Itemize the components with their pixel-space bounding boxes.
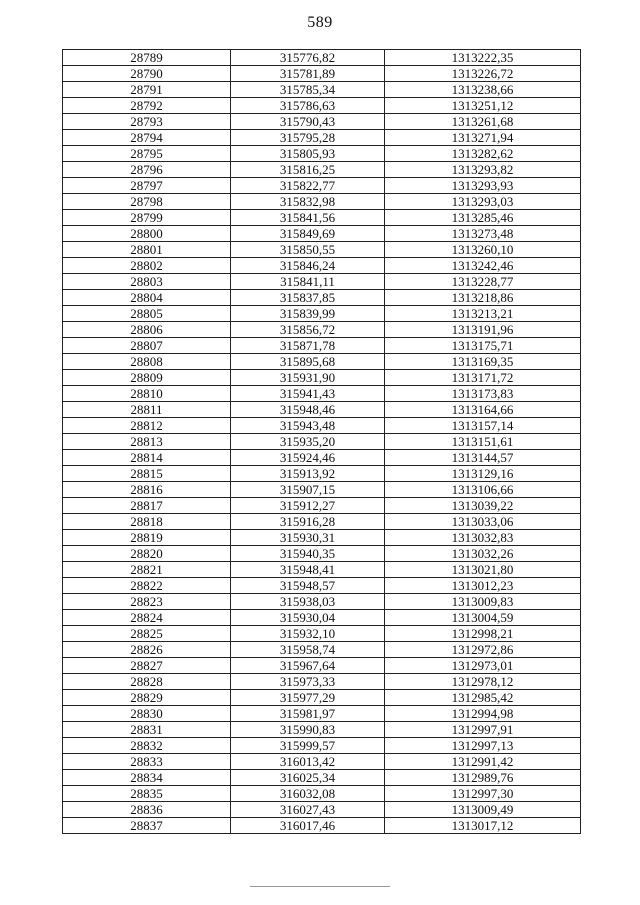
- x-coordinate-cell: 316027,43: [231, 802, 385, 818]
- x-coordinate-cell: 315916,28: [231, 514, 385, 530]
- x-coordinate-cell: 315907,15: [231, 482, 385, 498]
- table-row: [63, 642, 581, 658]
- x-coordinate-cell: 316013,42: [231, 754, 385, 770]
- table-row: [63, 146, 581, 162]
- x-coordinate-cell: 315871,78: [231, 338, 385, 354]
- y-coordinate-cell: 1313293,82: [385, 162, 581, 178]
- x-coordinate-cell: 315938,03: [231, 594, 385, 610]
- y-coordinate-cell: 1313009,49: [385, 802, 581, 818]
- table-row: [63, 322, 581, 338]
- table-row: [63, 498, 581, 514]
- x-coordinate-cell: 315832,98: [231, 194, 385, 210]
- y-coordinate-cell: 1313293,93: [385, 178, 581, 194]
- y-coordinate-cell: 1312973,01: [385, 658, 581, 674]
- point-number-cell: 28794: [63, 130, 231, 146]
- y-coordinate-cell: 1313009,83: [385, 594, 581, 610]
- x-coordinate-cell: 315973,33: [231, 674, 385, 690]
- table-row: [63, 370, 581, 386]
- table-row: [63, 178, 581, 194]
- x-coordinate-cell: 315948,46: [231, 402, 385, 418]
- y-coordinate-cell: 1312997,30: [385, 786, 581, 802]
- point-number-cell: 28791: [63, 82, 231, 98]
- x-coordinate-cell: 315837,85: [231, 290, 385, 306]
- y-coordinate-cell: 1313144,57: [385, 450, 581, 466]
- x-coordinate-cell: 316032,08: [231, 786, 385, 802]
- x-coordinate-cell: 315930,31: [231, 530, 385, 546]
- x-coordinate-cell: 315841,56: [231, 210, 385, 226]
- x-coordinate-cell: 315839,99: [231, 306, 385, 322]
- y-coordinate-cell: 1313039,22: [385, 498, 581, 514]
- table-row: [63, 658, 581, 674]
- x-coordinate-cell: 315943,48: [231, 418, 385, 434]
- table-row: [63, 738, 581, 754]
- x-coordinate-cell: 315977,29: [231, 690, 385, 706]
- x-coordinate-cell: 315948,57: [231, 578, 385, 594]
- y-coordinate-cell: 1312994,98: [385, 706, 581, 722]
- y-coordinate-cell: 1313021,80: [385, 562, 581, 578]
- x-coordinate-cell: 315924,46: [231, 450, 385, 466]
- table-row: [63, 482, 581, 498]
- y-coordinate-cell: 1313129,16: [385, 466, 581, 482]
- point-number-cell: 28834: [63, 770, 231, 786]
- point-number-cell: 28792: [63, 98, 231, 114]
- y-coordinate-cell: 1313012,23: [385, 578, 581, 594]
- table-row: [63, 434, 581, 450]
- point-number-cell: 28790: [63, 66, 231, 82]
- table-row: [63, 578, 581, 594]
- table-row: [63, 610, 581, 626]
- y-coordinate-cell: 1313222,35: [385, 50, 581, 66]
- table-row: [63, 450, 581, 466]
- point-number-cell: 28832: [63, 738, 231, 754]
- point-number-cell: 28824: [63, 610, 231, 626]
- table-row: [63, 66, 581, 82]
- x-coordinate-cell: 315776,82: [231, 50, 385, 66]
- y-coordinate-cell: 1313175,71: [385, 338, 581, 354]
- point-number-cell: 28817: [63, 498, 231, 514]
- x-coordinate-cell: 315850,55: [231, 242, 385, 258]
- y-coordinate-cell: 1313173,83: [385, 386, 581, 402]
- point-number-cell: 28835: [63, 786, 231, 802]
- y-coordinate-cell: 1313157,14: [385, 418, 581, 434]
- point-number-cell: 28811: [63, 402, 231, 418]
- point-number-cell: 28820: [63, 546, 231, 562]
- x-coordinate-cell: 316017,46: [231, 818, 385, 834]
- bottom-rule: [250, 886, 390, 887]
- point-number-cell: 28795: [63, 146, 231, 162]
- point-number-cell: 28805: [63, 306, 231, 322]
- y-coordinate-cell: 1313242,46: [385, 258, 581, 274]
- point-number-cell: 28803: [63, 274, 231, 290]
- y-coordinate-cell: 1313285,46: [385, 210, 581, 226]
- table-row: [63, 706, 581, 722]
- table-row: [63, 82, 581, 98]
- table-row: [63, 418, 581, 434]
- table-row: [63, 786, 581, 802]
- table-row: [63, 690, 581, 706]
- y-coordinate-cell: 1312991,42: [385, 754, 581, 770]
- point-number-cell: 28836: [63, 802, 231, 818]
- table-row: [63, 530, 581, 546]
- point-number-cell: 28809: [63, 370, 231, 386]
- point-number-cell: 28818: [63, 514, 231, 530]
- y-coordinate-cell: 1313032,83: [385, 530, 581, 546]
- page-number: 589: [307, 14, 333, 31]
- y-coordinate-cell: 1313251,12: [385, 98, 581, 114]
- table-row: [63, 210, 581, 226]
- table-row: [63, 770, 581, 786]
- y-coordinate-cell: 1313260,10: [385, 242, 581, 258]
- y-coordinate-cell: 1313032,26: [385, 546, 581, 562]
- table-row: [63, 626, 581, 642]
- point-number-cell: 28802: [63, 258, 231, 274]
- point-number-cell: 28829: [63, 690, 231, 706]
- x-coordinate-cell: 316025,34: [231, 770, 385, 786]
- x-coordinate-cell: 315931,90: [231, 370, 385, 386]
- coordinates-table: [62, 49, 581, 834]
- point-number-cell: 28804: [63, 290, 231, 306]
- point-number-cell: 28837: [63, 818, 231, 834]
- point-number-cell: 28810: [63, 386, 231, 402]
- table-row: [63, 242, 581, 258]
- point-number-cell: 28801: [63, 242, 231, 258]
- x-coordinate-cell: 315822,77: [231, 178, 385, 194]
- x-coordinate-cell: 315930,04: [231, 610, 385, 626]
- table-row: [63, 818, 581, 834]
- table-row: [63, 466, 581, 482]
- table-row: [63, 594, 581, 610]
- point-number-cell: 28822: [63, 578, 231, 594]
- y-coordinate-cell: 1313191,96: [385, 322, 581, 338]
- y-coordinate-cell: 1312972,86: [385, 642, 581, 658]
- table-row: [63, 802, 581, 818]
- x-coordinate-cell: 315999,57: [231, 738, 385, 754]
- point-number-cell: 28813: [63, 434, 231, 450]
- point-number-cell: 28823: [63, 594, 231, 610]
- x-coordinate-cell: 315841,11: [231, 274, 385, 290]
- coordinates-table-body: [63, 50, 581, 834]
- y-coordinate-cell: 1313106,66: [385, 482, 581, 498]
- y-coordinate-cell: 1313238,66: [385, 82, 581, 98]
- y-coordinate-cell: 1312998,21: [385, 626, 581, 642]
- y-coordinate-cell: 1313213,21: [385, 306, 581, 322]
- y-coordinate-cell: 1313033,06: [385, 514, 581, 530]
- point-number-cell: 28789: [63, 50, 231, 66]
- point-number-cell: 28798: [63, 194, 231, 210]
- point-number-cell: 28828: [63, 674, 231, 690]
- point-number-cell: 28821: [63, 562, 231, 578]
- table-row: [63, 338, 581, 354]
- y-coordinate-cell: 1312978,12: [385, 674, 581, 690]
- y-coordinate-cell: 1313271,94: [385, 130, 581, 146]
- table-row: [63, 562, 581, 578]
- y-coordinate-cell: 1312997,13: [385, 738, 581, 754]
- x-coordinate-cell: 315935,20: [231, 434, 385, 450]
- x-coordinate-cell: 315912,27: [231, 498, 385, 514]
- table-row: [63, 274, 581, 290]
- point-number-cell: 28800: [63, 226, 231, 242]
- table-row: [63, 162, 581, 178]
- table-row: [63, 754, 581, 770]
- table-row: [63, 402, 581, 418]
- y-coordinate-cell: 1313218,86: [385, 290, 581, 306]
- x-coordinate-cell: 315795,28: [231, 130, 385, 146]
- table-row: [63, 258, 581, 274]
- point-number-cell: 28830: [63, 706, 231, 722]
- table-row: [63, 674, 581, 690]
- table-row: [63, 354, 581, 370]
- table-row: [63, 546, 581, 562]
- point-number-cell: 28831: [63, 722, 231, 738]
- x-coordinate-cell: 315849,69: [231, 226, 385, 242]
- y-coordinate-cell: 1312985,42: [385, 690, 581, 706]
- point-number-cell: 28833: [63, 754, 231, 770]
- point-number-cell: 28816: [63, 482, 231, 498]
- x-coordinate-cell: 315941,43: [231, 386, 385, 402]
- x-coordinate-cell: 315856,72: [231, 322, 385, 338]
- x-coordinate-cell: 315940,35: [231, 546, 385, 562]
- y-coordinate-cell: 1313226,72: [385, 66, 581, 82]
- y-coordinate-cell: 1312989,76: [385, 770, 581, 786]
- table-row: [63, 290, 581, 306]
- table-row: [63, 130, 581, 146]
- y-coordinate-cell: 1313282,62: [385, 146, 581, 162]
- y-coordinate-cell: 1313004,59: [385, 610, 581, 626]
- table-row: [63, 226, 581, 242]
- y-coordinate-cell: 1313164,66: [385, 402, 581, 418]
- x-coordinate-cell: 315790,43: [231, 114, 385, 130]
- point-number-cell: 28814: [63, 450, 231, 466]
- table-row: [63, 386, 581, 402]
- x-coordinate-cell: 315990,83: [231, 722, 385, 738]
- point-number-cell: 28793: [63, 114, 231, 130]
- y-coordinate-cell: 1312997,91: [385, 722, 581, 738]
- x-coordinate-cell: 315805,93: [231, 146, 385, 162]
- table-row: [63, 306, 581, 322]
- x-coordinate-cell: 315816,25: [231, 162, 385, 178]
- x-coordinate-cell: 315967,64: [231, 658, 385, 674]
- table-row: [63, 98, 581, 114]
- point-number-cell: 28806: [63, 322, 231, 338]
- x-coordinate-cell: 315958,74: [231, 642, 385, 658]
- point-number-cell: 28808: [63, 354, 231, 370]
- point-number-cell: 28825: [63, 626, 231, 642]
- x-coordinate-cell: 315781,89: [231, 66, 385, 82]
- point-number-cell: 28797: [63, 178, 231, 194]
- x-coordinate-cell: 315895,68: [231, 354, 385, 370]
- point-number-cell: 28827: [63, 658, 231, 674]
- y-coordinate-cell: 1313273,48: [385, 226, 581, 242]
- point-number-cell: 28812: [63, 418, 231, 434]
- point-number-cell: 28799: [63, 210, 231, 226]
- table-row: [63, 114, 581, 130]
- table-row: [63, 722, 581, 738]
- y-coordinate-cell: 1313228,77: [385, 274, 581, 290]
- y-coordinate-cell: 1313017,12: [385, 818, 581, 834]
- y-coordinate-cell: 1313261,68: [385, 114, 581, 130]
- table-row: [63, 194, 581, 210]
- x-coordinate-cell: 315913,92: [231, 466, 385, 482]
- point-number-cell: 28819: [63, 530, 231, 546]
- y-coordinate-cell: 1313151,61: [385, 434, 581, 450]
- x-coordinate-cell: 315932,10: [231, 626, 385, 642]
- x-coordinate-cell: 315846,24: [231, 258, 385, 274]
- point-number-cell: 28796: [63, 162, 231, 178]
- point-number-cell: 28815: [63, 466, 231, 482]
- y-coordinate-cell: 1313169,35: [385, 354, 581, 370]
- x-coordinate-cell: 315948,41: [231, 562, 385, 578]
- table-row: [63, 514, 581, 530]
- point-number-cell: 28826: [63, 642, 231, 658]
- x-coordinate-cell: 315786,63: [231, 98, 385, 114]
- x-coordinate-cell: 315981,97: [231, 706, 385, 722]
- y-coordinate-cell: 1313293,03: [385, 194, 581, 210]
- table-row: [63, 50, 581, 66]
- x-coordinate-cell: 315785,34: [231, 82, 385, 98]
- y-coordinate-cell: 1313171,72: [385, 370, 581, 386]
- point-number-cell: 28807: [63, 338, 231, 354]
